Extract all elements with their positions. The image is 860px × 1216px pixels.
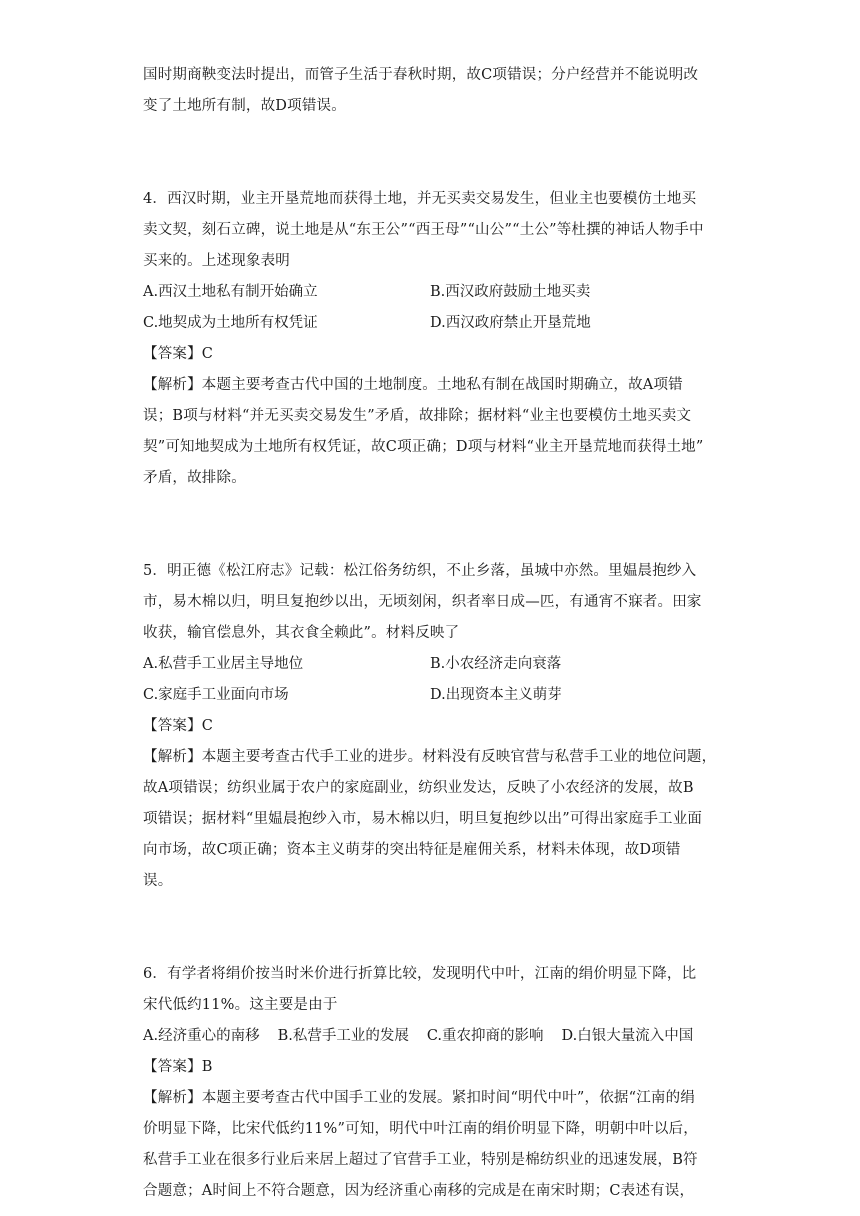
analysis-line: 矛盾，故排除。 (143, 470, 246, 486)
answer: 【答案】C (143, 718, 214, 734)
question-stem-line: 宋代低约11%。这主要是由于 (143, 997, 338, 1013)
option-b: B.小农经济走向衰落 (430, 656, 562, 672)
q3-analysis-tail (143, 60, 723, 122)
text-line: 变了土地所有制，故D项错误。 (143, 98, 346, 114)
analysis-line: 故A项错误；纺织业属于农户的家庭副业，纺织业发达，反映了小农经济的发展，故B (143, 780, 694, 796)
question-stem-line: 市，易木棉以归，明旦复抱纱以出，无顷刻闲，织者率日成—匹，有通宵不寐者。田家 (143, 594, 702, 610)
question-stem-line: 5．明正德《松江府志》记载：松江俗务纺织，不止乡落，虽城中亦然。里媪晨抱纱入 (143, 563, 697, 579)
document-page (143, 60, 723, 1207)
answer: 【答案】B (143, 1059, 213, 1075)
analysis-line: 私营手工业在很多行业后来居上超过了官营手工业，特别是棉纺织业的迅速发展，B符 (143, 1152, 698, 1168)
text-line: 国时期商鞅变法时提出，而管子生活于春秋时期，故C项错误；分户经营并不能说明改 (143, 67, 699, 83)
options-row (143, 1021, 723, 1052)
options-row (143, 680, 723, 711)
option-a: A.经济重心的南移 (143, 1028, 260, 1044)
option-d: D.白银大量流入中国 (561, 1028, 694, 1044)
analysis-line: 误。 (143, 873, 173, 889)
analysis-line: 【解析】本题主要考查古代中国手工业的发展。紧扣时间“明代中叶”，依据“江南的绢 (143, 1090, 696, 1106)
analysis-line: 【解析】本题主要考查古代中国的土地制度。土地私有制在战国时期确立，故A项错 (143, 377, 683, 393)
options-row (143, 277, 723, 308)
option-b: B.私营手工业的发展 (277, 1028, 409, 1044)
analysis-line: 价明显下降，比宋代低约11%”可知，明代中叶江南的绢价明显下降，明朝中叶以后， (143, 1121, 698, 1137)
option-d: D.出现资本主义萌芽 (430, 687, 562, 703)
option-a: A.西汉土地私有制开始确立 (143, 284, 318, 300)
question-stem-line: 卖文契，刻石立碑，说土地是从“东王公”“西王母”“山公”“土公”等杜撰的神话人物手中 (143, 222, 704, 238)
question-stem-line: 4．西汉时期，业主开垦荒地而获得土地，并无买卖交易发生，但业主也要模仿土地买 (143, 191, 697, 207)
option-a: A.私营手工业居主导地位 (143, 656, 304, 672)
analysis-line: 误；B项与材料“并无买卖交易发生”矛盾，故排除；据材料“业主也要模仿土地买卖文 (143, 408, 692, 424)
analysis-line: 契”可知地契成为土地所有权凭证，故C项正确；D项与材料“业主开垦荒地而获得土地” (143, 439, 704, 455)
question-stem-line: 收获，输官偿息外，其衣食全赖此”。材料反映了 (143, 625, 460, 641)
options-row (143, 649, 723, 680)
analysis-line: 向市场，故C项正确；资本主义萌芽的突出特征是雇佣关系，材料未体现，故D项错 (143, 842, 681, 858)
option-b: B.西汉政府鼓励土地买卖 (430, 284, 591, 300)
question-stem-line: 买来的。上述现象表明 (143, 253, 290, 269)
question-4 (143, 184, 723, 494)
question-6 (143, 959, 723, 1207)
option-d: D.西汉政府禁止开垦荒地 (430, 315, 591, 331)
question-5 (143, 556, 723, 897)
option-c: C.家庭手工业面向市场 (143, 687, 289, 703)
question-stem-line: 6．有学者将绢价按当时米价进行折算比较，发现明代中叶，江南的绢价明显下降，比 (143, 966, 697, 982)
option-c: C.地契成为土地所有权凭证 (143, 315, 318, 331)
analysis-line: 【解析】本题主要考查古代手工业的进步。材料没有反映官营与私营手工业的地位问题， (143, 749, 717, 765)
analysis-line: 项错误；据材料“里媪晨抱纱入市，易木棉以归，明旦复抱纱以出”可得出家庭手工业面 (143, 811, 703, 827)
options-row (143, 308, 723, 339)
option-c: C.重农抑商的影响 (426, 1028, 544, 1044)
answer: 【答案】C (143, 346, 214, 362)
analysis-line: 合题意；A时间上不符合题意，因为经济重心南移的完成是在南宋时期；C表述有误， (143, 1183, 695, 1199)
